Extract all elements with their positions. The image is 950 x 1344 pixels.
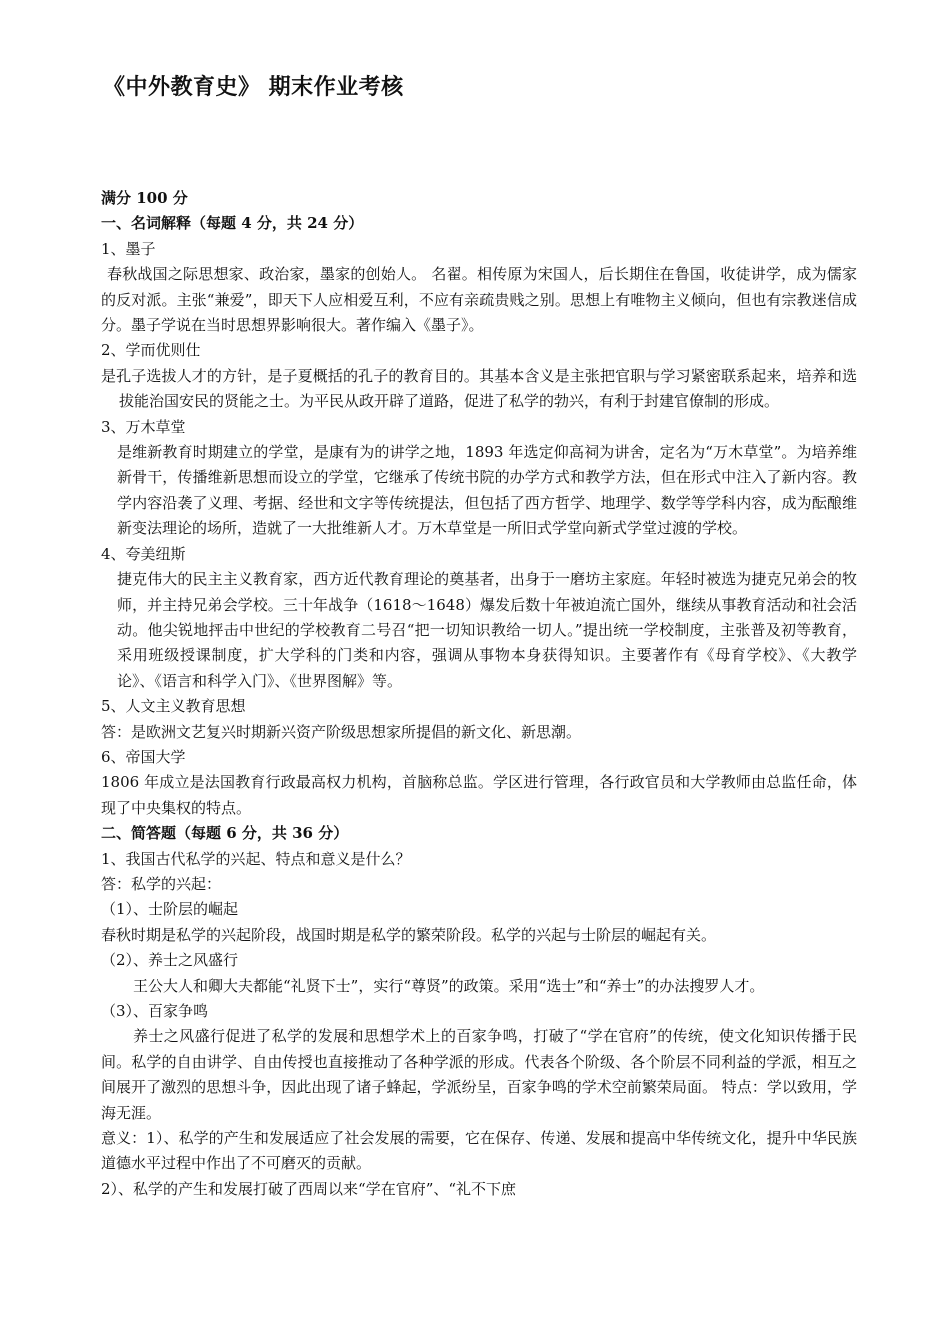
item4-term: 4、夸美纽斯 (101, 544, 186, 563)
document-body (101, 186, 857, 1202)
item2-term: 2、学而优则仕 (101, 341, 201, 360)
answer-intro: 答：私学的兴起： (101, 874, 222, 893)
item6-term: 6、帝国大学 (101, 747, 186, 766)
item5-term: 5、人文主义教育思想 (101, 697, 246, 716)
item5-body: 答：是欧洲文艺复兴时期新兴资产阶级思想家所提倡的新文化、新思潮。 (101, 722, 582, 741)
item1-term: 1、墨子 (101, 239, 156, 258)
item6-body: 1806 年成立是法国教育行政最高权力机构，首脑称总监。学区进行管理，各行政官员和大学教师由总监任命，体现了中央集权的特点。 (101, 773, 857, 817)
item1-body: 春秋战国之际思想家、政治家，墨家的创始人。 名翟。相传原为宋国人，后长期住在鲁国，收徒讲学，成为儒家的反对派。主张“兼爱”，即天下人应相爱互利，不应有亲疏贵贱之别。思想上有唯物主义倾向，但也有宗教迷信成分。墨子学说在当时思想界影响很大。著作编入《墨子》。 (101, 265, 857, 335)
point2-body: 王公大人和卿大夫都能“礼贤下士”，实行“尊贤”的政策。采用“选士”和“养士”的办法搜罗人才。 (133, 976, 765, 995)
point1-body: 春秋时期是私学的兴起阶段，战国时期是私学的繁荣阶段。私学的兴起与士阶层的崛起有关。 (101, 925, 717, 944)
item2-body: 是孔子选拔人才的方针，是子夏概括的孔子的教育目的。其基本含义是主张把官职与学习紧密联系起来，培养和选拔能治国安民的贤能之士。为平民从政开辟了道路，促进了私学的勃兴，有利于封建官僚制的形成。 (101, 366, 857, 411)
point2-title: （2）、养士之风盛行 (101, 951, 239, 970)
point3-title: （3）、百家争鸣 (101, 1002, 209, 1020)
section1-heading: 一、名词解释（每题 4 分，共 24 分） (101, 214, 364, 233)
question1: 1、我国古代私学的兴起、特点和意义是什么？ (101, 849, 411, 868)
point3-body: 养士之风盛行促进了私学的发展和思想学术上的百家争鸣，打破了“学在官府”的传统，使文化知识传播于民间。私学的自由讲学、自由传授也直接推动了各种学派的形成。代表各个阶级、各个阶层不同利益的学派，相互之间展开了激烈的思想斗争，因此出现了诸子蜂起，学派纷呈，百家争鸣的学术空前繁荣局面。 特点：学以致用，学海无涯。 (101, 1027, 857, 1122)
item3-body: 是维新教育时期建立的学堂，是康有为的讲学之地，1893 年选定仰高祠为讲舍，定名为“万木草堂”。为培养维新骨干，传播维新思想而设立的学堂，它继承了传统书院的办学方式和教学方法，但在形式中注入了新内容。教学内容沿袭了义理、考据、经世和文字等传统提法，但包括了西方哲学、地理学、数学等学科内容，成为酝酿维新变法理论的场所，造就了一大批维新人才。万木草堂是一所旧式学堂向新式学堂过渡的学校。 (117, 443, 857, 538)
document-title: 《中外教育史》 期末作业考核 (103, 74, 404, 100)
point1-title: （1）、士阶层的崛起 (101, 900, 239, 919)
significance2: 2）、私学的产生和发展打破了西周以来“学在官府”、“礼不下庶 (101, 1179, 517, 1198)
item3-term: 3、万木草堂 (101, 417, 186, 436)
significance1: 意义：1）、私学的产生和发展适应了社会发展的需要，它在保存、传递、发展和提高中华传统文化，提升中华民族道德水平过程中作出了不可磨灭的贡献。 (101, 1129, 857, 1173)
section2-heading: 二、简答题（每题 6 分，共 36 分） (101, 824, 349, 843)
item4-body: 捷克伟大的民主主义教育家，西方近代教育理论的奠基者，出身于一磨坊主家庭。年轻时被选为捷克兄弟会的牧师，并主持兄弟会学校。三十年战争（1618～1648）爆发后数十年被迫流亡国外，继续从事教育活动和社会活动。他尖锐地抨击中世纪的学校教育二号召“把一切知识教给一切人。”提出统一学校制度，主张普及初等教育，采用班级授课制度，扩大学科的门类和内容，强调从事物本身获得知识。主要著作有《母育学校》、《大教学论》、《语言和科学入门》、《世界图解》等。 (117, 570, 857, 690)
full-score: 满分 100 分 (101, 189, 188, 207)
